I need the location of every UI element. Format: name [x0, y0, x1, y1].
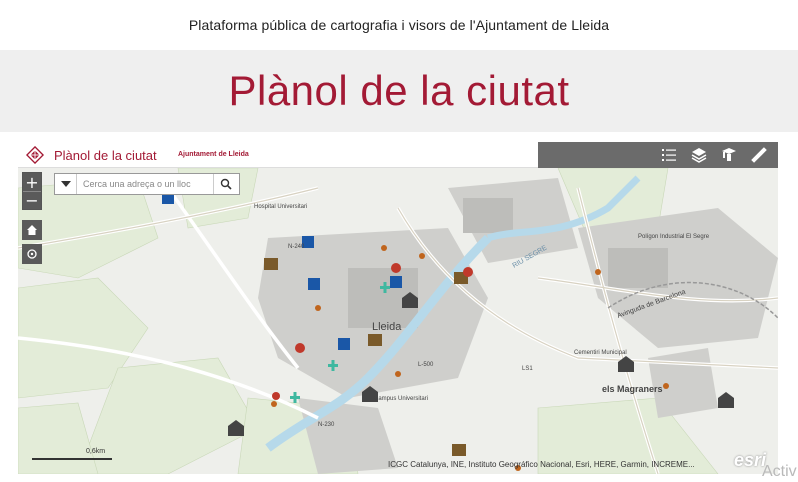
- esri-logo[interactable]: esri: [734, 450, 767, 470]
- zoom-controls: [22, 172, 42, 210]
- activation-watermark: Activ: [762, 463, 797, 480]
- map-attribution[interactable]: ICGC Catalunya, INE, Instituto Geográfico Nacional, Esri, HERE, Garmin, INCREME...: [388, 460, 695, 469]
- label-av-barcelona: Avinguda de Barcelona: [616, 288, 687, 320]
- zoom-out-button[interactable]: −: [23, 191, 41, 209]
- label-n240: N-240: [288, 244, 305, 250]
- label-ls1: LS1: [522, 366, 533, 372]
- label-l500: L-500: [418, 362, 434, 368]
- map-app: [18, 142, 778, 474]
- scale-bar: [32, 448, 112, 462]
- app-header: [18, 142, 778, 168]
- measure-button[interactable]: [744, 142, 774, 168]
- zoom-in-button[interactable]: +: [25, 172, 39, 192]
- ruler-icon: [751, 147, 767, 163]
- label-lleida: Lleida: [372, 321, 402, 333]
- search-icon: [220, 178, 232, 190]
- basemap-icon: [721, 147, 737, 163]
- label-magraners: els Magraners: [602, 384, 663, 394]
- locate-icon: [26, 248, 38, 260]
- search-button[interactable]: [213, 174, 237, 194]
- map-view[interactable]: [18, 168, 778, 474]
- home-button[interactable]: [22, 220, 42, 240]
- label-hospital: Hospital Universitari: [254, 204, 308, 210]
- label-n230: N-230: [318, 422, 335, 428]
- label-cementiri: Cementiri Municipal: [574, 350, 627, 356]
- label-campus: Campus Universitari: [374, 396, 429, 402]
- list-icon: [661, 147, 677, 163]
- label-poligon: Polígon Industrial El Segre: [638, 234, 710, 240]
- map-basemap: [18, 168, 778, 474]
- chevron-down-icon: [61, 181, 71, 187]
- platform-banner: [0, 0, 798, 50]
- map-toolbar: [538, 142, 778, 168]
- platform-text: Plataforma pública de cartografia i visors de l'Ajuntament de Lleida: [188, 17, 610, 33]
- basemap-button[interactable]: [714, 142, 744, 168]
- locate-button[interactable]: [22, 244, 42, 264]
- app-subtitle: Ajuntament de Lleida: [178, 151, 249, 158]
- lleida-logo-icon: [26, 146, 44, 164]
- home-icon: [26, 224, 38, 236]
- layers-button[interactable]: [684, 142, 714, 168]
- page-hero: [0, 50, 798, 132]
- app-title: Plànol de la ciutat: [54, 148, 157, 163]
- page-title: Plànol de la ciutat: [228, 67, 570, 114]
- search-source-dropdown[interactable]: [55, 174, 77, 194]
- search-input[interactable]: [77, 175, 213, 193]
- search-widget: [54, 173, 240, 195]
- label-riu-segre: RIU SEGRE: [511, 244, 549, 270]
- legend-button[interactable]: [654, 142, 684, 168]
- scale-label: 0,6km: [86, 448, 106, 455]
- layers-icon: [691, 147, 707, 163]
